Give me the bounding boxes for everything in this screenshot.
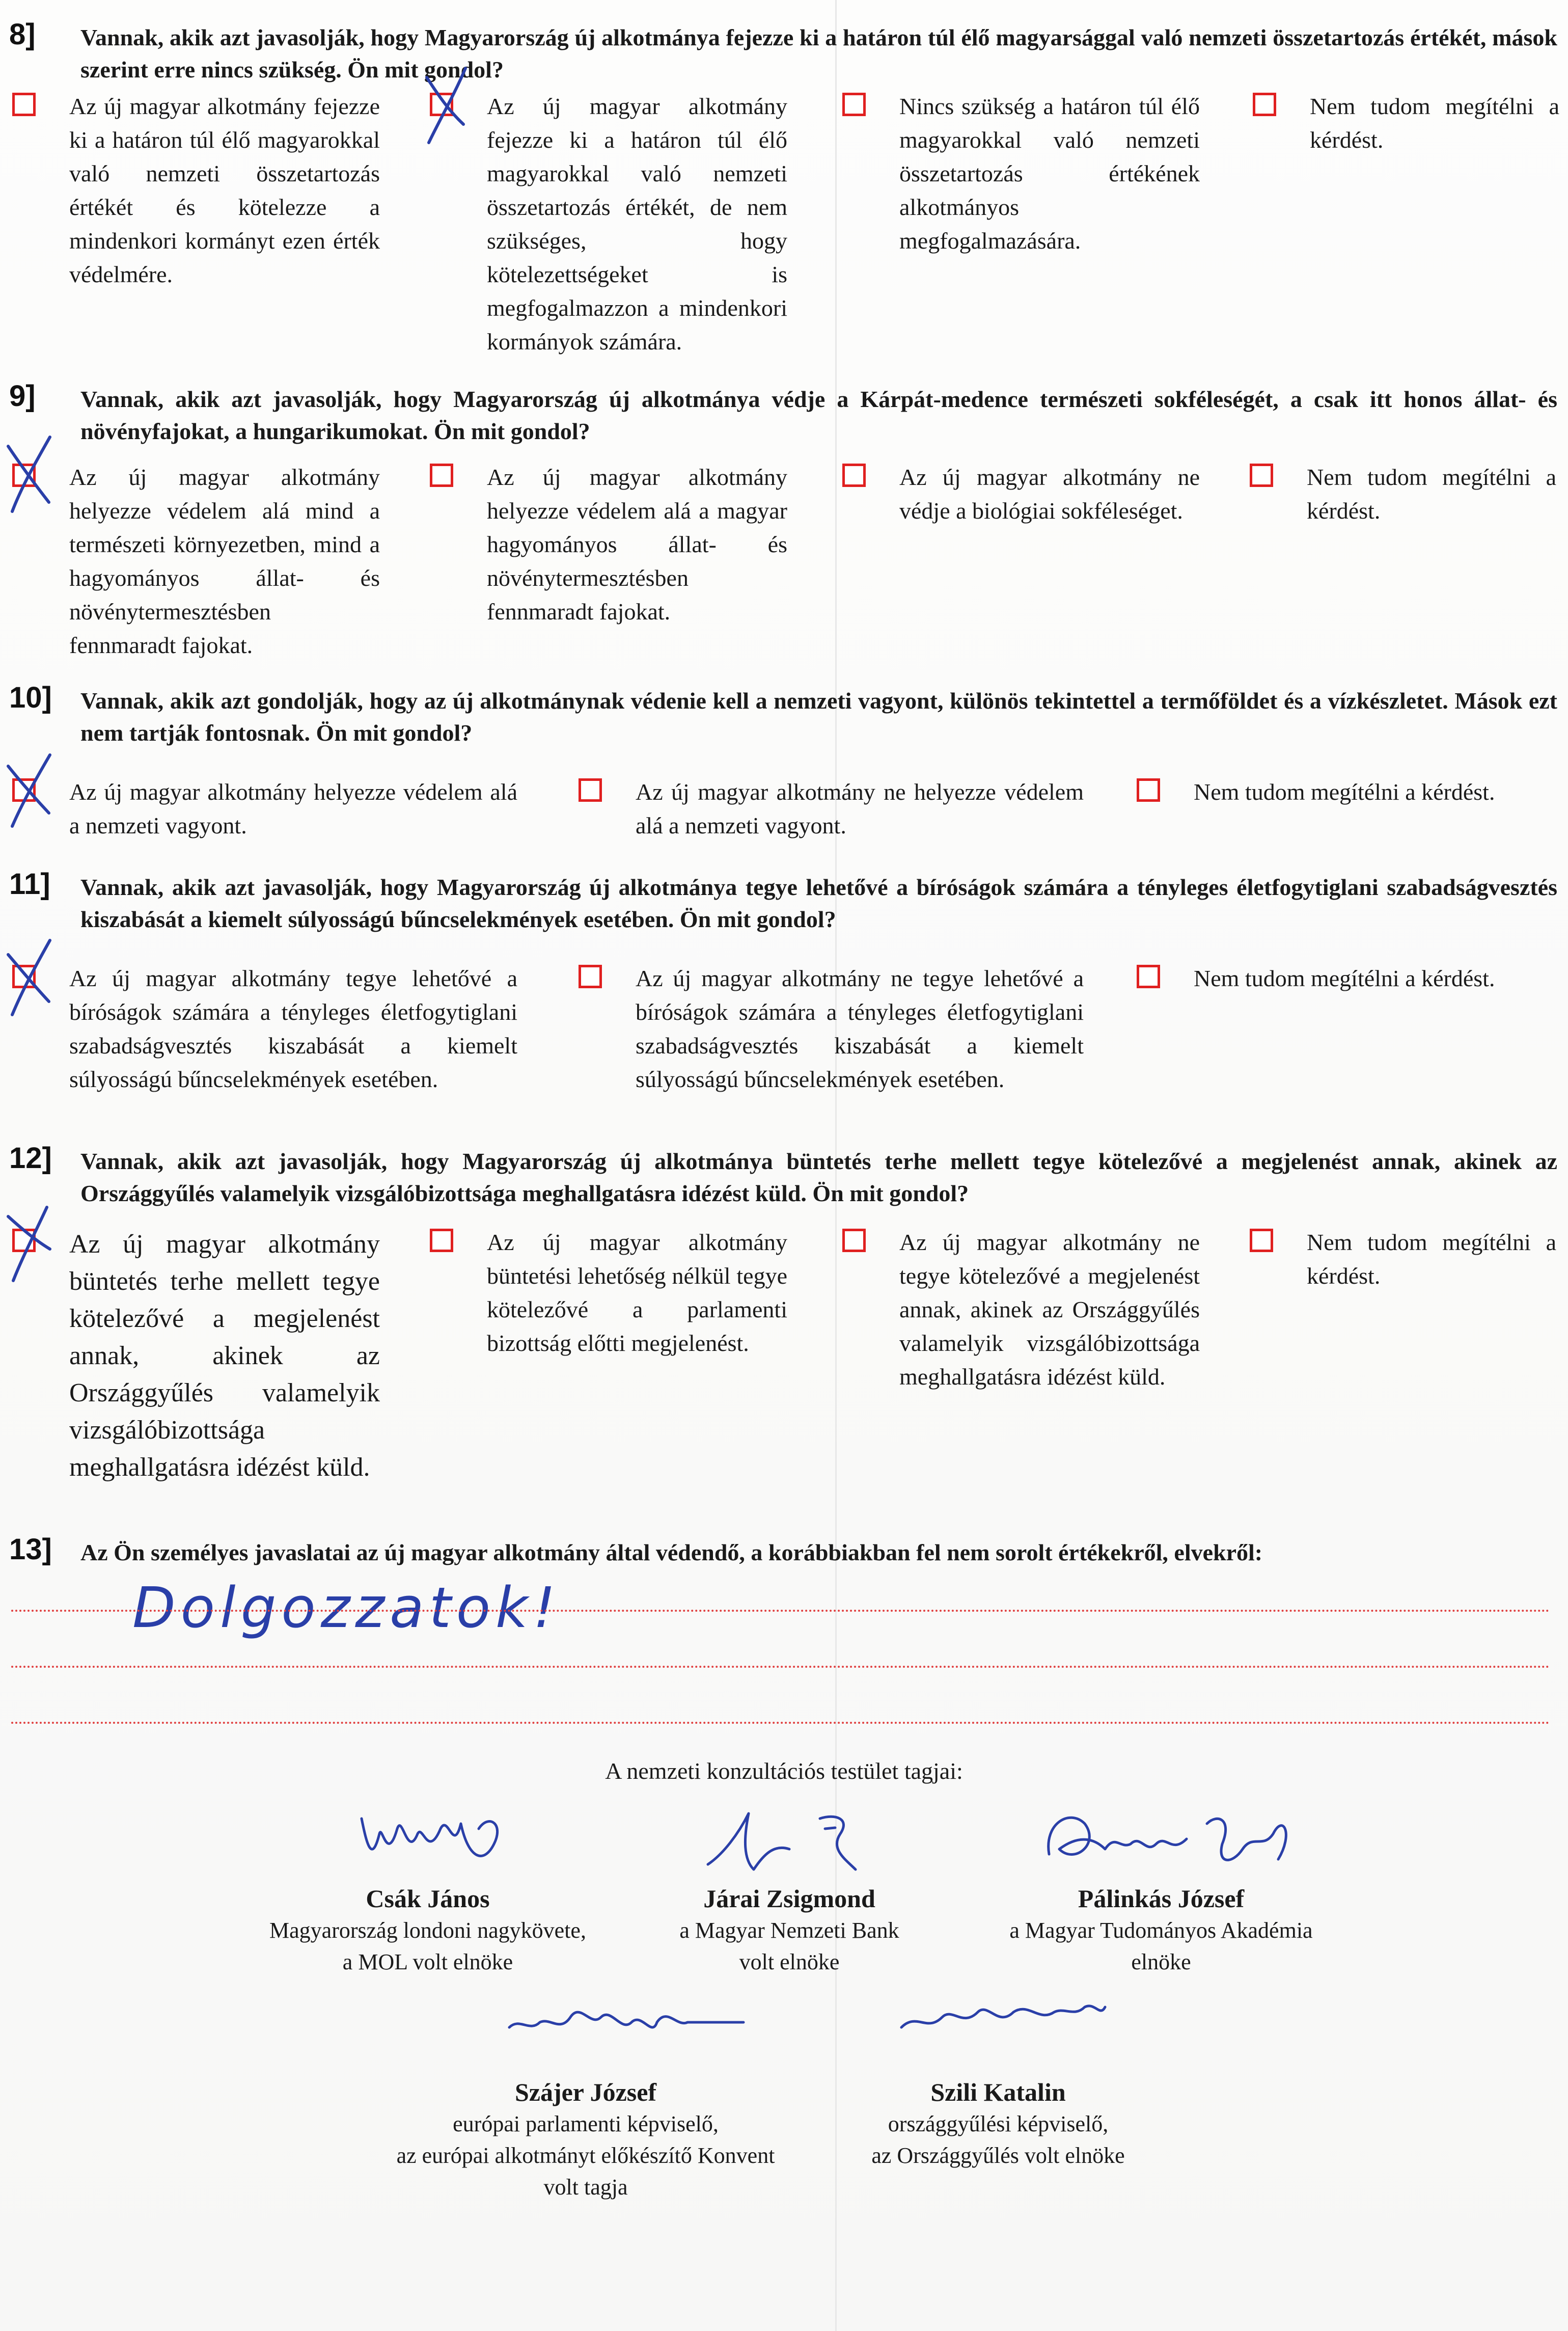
member-name: Járai Zsigmond: [703, 1884, 875, 1913]
answer-line[interactable]: [11, 1722, 1550, 1724]
question-number: 9]: [9, 380, 36, 413]
question-number: 8]: [9, 18, 36, 51]
question-number: 11]: [9, 868, 50, 901]
question-9: [9, 381, 1557, 666]
member-role: volt tagja: [543, 2175, 628, 2200]
pen-cross-mark: [5, 1200, 54, 1282]
option-text: Nem tudom megítélni a kérdést.: [1310, 93, 1559, 153]
option-text: Az új magyar alkotmány helyezze védelem alá a magyar hagyományos állat- és növénytermesztésben fennmaradt fajokat.: [487, 464, 787, 625]
option-text: Az új magyar alkotmány fejezze ki a határon túl élő magyarokkal való nemzeti összetartozás értékét és kötelezze a mindenkori kormányt ezen érték védelmére.: [69, 93, 380, 287]
checkbox[interactable]: [1253, 93, 1276, 116]
member-role: a Magyar Tudományos Akadémia: [1009, 1918, 1313, 1943]
signature-szajer: [504, 1997, 749, 2058]
question-12: [9, 1143, 1557, 1530]
checkbox[interactable]: [430, 1229, 453, 1252]
question-11: [9, 869, 1557, 1134]
member-name: Szájer József: [514, 2078, 657, 2106]
option-text: Az új magyar alkotmány ne tegye kötelezővé a megjelenést annak, akinek az Országgyűlés valamelyik vizsgálóbizottsága meghallgatásra idézést küld.: [899, 1229, 1200, 1390]
member-csak: [224, 1882, 631, 1978]
signature-szili: [896, 1987, 1110, 2043]
option-text: Az új magyar alkotmány ne védje a biológiai sokféleséget.: [899, 464, 1200, 524]
member-name: Pálinkás József: [1078, 1884, 1245, 1913]
member-szili: [794, 2076, 1202, 2172]
signature-palinkas: [1039, 1803, 1304, 1880]
member-szajer: [356, 2076, 815, 2203]
checkbox[interactable]: [842, 1229, 866, 1252]
signature-jarai: [703, 1803, 901, 1880]
pen-cross-mark: [5, 936, 54, 1018]
option-text: Nem tudom megítélni a kérdést.: [1307, 464, 1556, 524]
checkbox[interactable]: [842, 93, 866, 116]
member-role: az Országgyűlés volt elnöke: [871, 2143, 1125, 2168]
option-text: Az új magyar alkotmány tegye lehetővé a bíróságok számára a tényleges életfogytiglani szabadságvesztés kiszabását a kiemelt súlyosságú bűncselekmények esetében.: [69, 965, 517, 1092]
question-8: [9, 19, 1557, 366]
question-text: Vannak, akik azt javasolják, hogy Magyarország új alkotmánya védje a Kárpát-medence természeti sokféleségét, a csak itt honos állat- és növényfajokat, a hungarikumokat. Ön mit gondol?: [80, 386, 1557, 444]
pen-cross-mark: [423, 64, 472, 146]
member-name: Szili Katalin: [930, 2078, 1066, 2106]
answer-line[interactable]: [11, 1666, 1550, 1668]
handwritten-answer: Dolgozzatok!: [132, 1575, 561, 1640]
option-text: Nem tudom megítélni a kérdést.: [1194, 779, 1495, 805]
question-number: 13]: [9, 1533, 52, 1566]
checkbox[interactable]: [842, 464, 866, 487]
checkbox[interactable]: [430, 464, 453, 487]
question-number: 12]: [9, 1142, 52, 1175]
member-role: a MOL volt elnöke: [342, 1949, 513, 1974]
signature-csak: [351, 1803, 519, 1875]
question-text: Az Ön személyes javaslatai az új magyar alkotmány által védendő, a korábbiakban fel nem sorolt értékekről, elvekről:: [80, 1539, 1263, 1565]
question-text: Vannak, akik azt gondolják, hogy az új alkotmánynak védenie kell a nemzeti vagyont, különös tekintettel a termőföldet és a vízkészletet. Mások ezt nem tartják fontosnak. Ön mit gondol?: [80, 688, 1557, 746]
question-text: Vannak, akik azt javasolják, hogy Magyarország új alkotmánya tegye lehetővé a bíróságok számára a tényleges életfogytiglani szabadságvesztés kiszabását a kiemelt súlyosságú bűncselekmények esetében. Ön mit gondol?: [80, 874, 1557, 932]
option-text: Az új magyar alkotmány ne helyezze védelem alá a nemzeti vagyont.: [636, 779, 1084, 838]
member-palinkas: [957, 1882, 1365, 1978]
question-10: [9, 683, 1557, 866]
option-text: Az új magyar alkotmány büntetési lehetőség nélkül tegye kötelezővé a parlamenti bizottság előtti megjelenést.: [487, 1229, 787, 1356]
members-title: A nemzeti konzultációs testület tagjai:: [605, 1758, 963, 1784]
member-role: volt elnöke: [739, 1949, 840, 1974]
question-text: Vannak, akik azt javasolják, hogy Magyarország új alkotmánya büntetés terhe mellett tegye kötelezővé a megjelenést annak, akinek az Országgyűlés valamelyik vizsgálóbizottsága meghallgatásra idézést küld. Ön mit gondol?: [80, 1148, 1557, 1206]
member-role: az európai alkotmányt előkészítő Konvent: [396, 2143, 775, 2168]
member-role: európai parlamenti képviselő,: [453, 2111, 719, 2136]
question-number: 10]: [9, 681, 52, 714]
option-text: Az új magyar alkotmány büntetés terhe mellett tegye kötelezővé a megjelenést annak, akinek az Országgyűlés valamelyik vizsgálóbizottsága meghallgatásra idézést küld.: [69, 1230, 380, 1482]
answer-line[interactable]: [11, 1610, 1550, 1612]
member-role: a Magyar Nemzeti Bank: [679, 1918, 899, 1943]
member-jarai: [611, 1882, 968, 1978]
option-text: Nincs szükség a határon túl élő magyarokkal való nemzeti összetartozás értékének alkotmányos megfogalmazására.: [899, 93, 1200, 254]
member-name: Csák János: [366, 1884, 490, 1913]
option-text: Az új magyar alkotmány helyezze védelem alá mind a természeti környezetben, mind a hagyományos állat- és növénytermesztésben fennmaradt fajokat.: [69, 464, 380, 658]
checkbox[interactable]: [1137, 778, 1160, 802]
checkbox[interactable]: [12, 93, 36, 116]
option-text: Nem tudom megítélni a kérdést.: [1194, 965, 1495, 991]
option-text: Az új magyar alkotmány helyezze védelem alá a nemzeti vagyont.: [69, 779, 517, 838]
checkbox[interactable]: [1250, 464, 1273, 487]
pen-cross-mark: [5, 750, 54, 831]
option-text: Az új magyar alkotmány ne tegye lehetővé a bíróságok számára a tényleges életfogytiglani szabadságvesztés kiszabását a kiemelt súlyosságú bűncselekmények esetében.: [636, 965, 1084, 1092]
question-text: Vannak, akik azt javasolják, hogy Magyarország új alkotmánya fejezze ki a határon túl élő magyarsággal való nemzeti összetartozás értékét, mások szerint erre nincs szükség. Ön mit gondol?: [80, 24, 1557, 83]
checkbox[interactable]: [579, 965, 602, 988]
checkbox[interactable]: [1137, 965, 1160, 988]
pen-cross-mark: [5, 435, 54, 517]
member-role: elnöke: [1131, 1949, 1191, 1974]
member-role: Magyarország londoni nagykövete,: [269, 1918, 586, 1943]
option-text: Nem tudom megítélni a kérdést.: [1307, 1229, 1556, 1289]
checkbox[interactable]: [1250, 1229, 1273, 1252]
member-role: országgyűlési képviselő,: [888, 2111, 1109, 2136]
checkbox[interactable]: [579, 778, 602, 802]
option-text: Az új magyar alkotmány fejezze ki a határon túl élő magyarokkal való nemzeti összetartozás értékét, de nem szükséges, hogy kötelezettségeket is megfogalmazzon a mindenkori kormányok számára.: [487, 93, 787, 355]
